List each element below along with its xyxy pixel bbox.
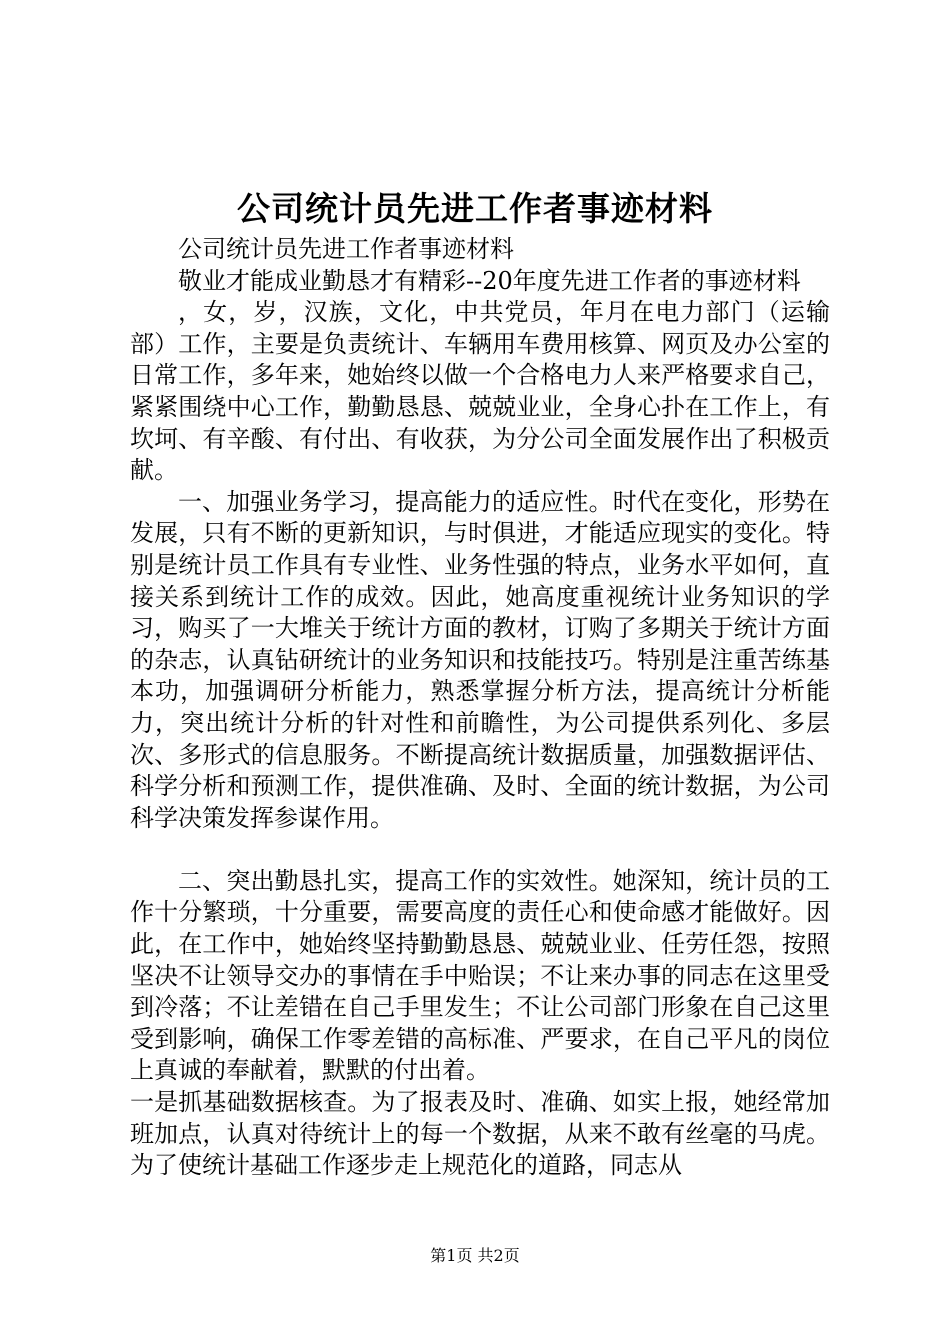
paragraph-subtitle: 公司统计员先进工作者事迹材料 <box>178 235 514 263</box>
paragraph-intro: ，女，岁，汉族，文化，中共党员，年月在电力部门（运输部）工作，主要是负责统计、车辆用车费用核算、网页及办公室的日常工作，多年来，她始终以做一个合格电力人来严格要求自己，紧紧围绕中心工作，勤勤恳恳、兢兢业业，全身心扑在工作上，有坎坷、有辛酸、有付出、有收获，为分公司全面发展作出了积极贡献。 <box>130 298 830 485</box>
page-footer: 第1页 共2页 <box>430 1246 520 1265</box>
document-body <box>130 234 830 1182</box>
paragraph-section-2: 二、突出勤恳扎实，提高工作的实效性。她深知，统计员的工作十分繁琐，十分重要，需要高度的责任心和使命感才能做好。因此，在工作中，她始终坚持勤勤恳恳、兢兢业业、任劳任怨，按照坚决不让领导交办的事情在手中贻误；不让来办事的同志在这里受到冷落；不让差错在自己手里发生；不让公司部门形象在自己这里受到影响，确保工作零差错的高标准、严要求，在自己平凡的岗位上真诚的奉献着，默默的付出着。 <box>130 866 830 1085</box>
document-title: 公司统计员先进工作者事迹材料 <box>237 189 713 228</box>
paragraph-heading: 敬业才能成业勤恳才有精彩--20年度先进工作者的事迹材料 <box>178 266 801 295</box>
paragraph-section-1: 一、加强业务学习，提高能力的适应性。时代在变化，形势在发展，只有不断的更新知识，与时俱进，才能适应现实的变化。特别是统计员工作具有专业性、业务性强的特点，业务水平如何，直接关系到统计工作的成效。因此，她高度重视统计业务知识的学习，购买了一大堆关于统计方面的教材，订购了多期关于统计方面的杂志，认真钻研统计的业务知识和技能技巧。特别是注重苦练基本功，加强调研分析能力，熟悉掌握分析方法，提高统计分析能力，突出统计分析的针对性和前瞻性，为公司提供系列化、多层次、多形式的信息服务。不断提高统计数据质量，加强数据评估、科学分析和预测工作，提供准确、及时、全面的统计数据，为公司科学决策发挥参谋作用。 <box>130 487 830 832</box>
paragraph-section-2-point-1: 一是抓基础数据核查。为了报表及时、准确、如实上报，她经常加班加点，认真对待统计上的每一个数据，从来不敢有丝毫的马虎。为了使统计基础工作逐步走上规范化的道路，同志从 <box>130 1088 830 1180</box>
